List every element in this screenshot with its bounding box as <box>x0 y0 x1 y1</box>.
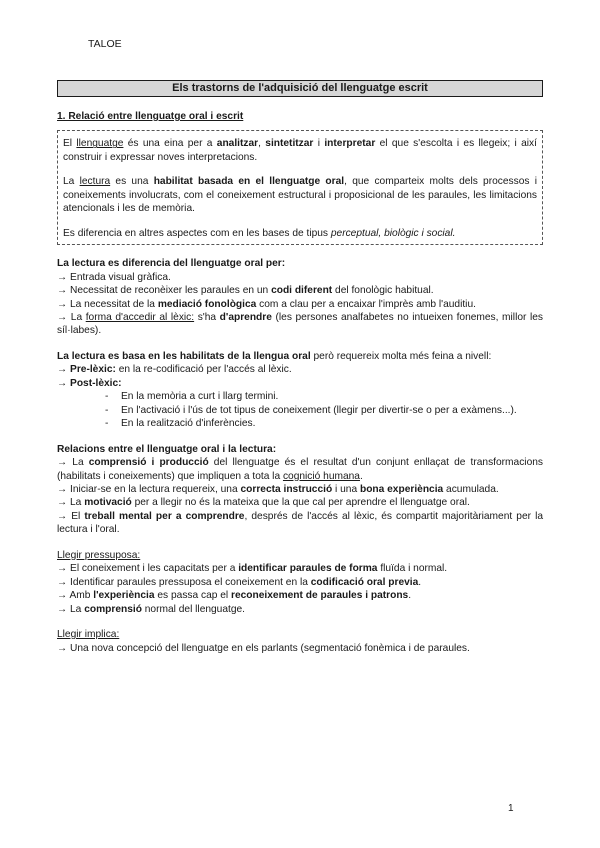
sub-list-item: - En la realització d'inferències. <box>105 417 543 430</box>
sub-list-item: - En l'activació i l'ús de tot tipus de coneixement (llegir per divertir-se o per a exàmens...). <box>105 404 543 417</box>
section-heading: 1. Relació entre llenguatge oral i escrit <box>57 111 244 122</box>
list-item: → Necessitat de reconèixer les paraules en un codi diferent del fonològic habitual. <box>57 285 434 297</box>
definition-llenguatge: El llenguatge és una eina per a analitzar, sintetitzar i interpretar el que s'escolta i es llegeix; i així construir i expressar noves interpretacions. <box>63 138 537 163</box>
block-heading: Relacions entre el llenguatge oral i la lectura: <box>57 443 277 455</box>
relations-block <box>57 443 543 537</box>
basis-block <box>57 350 543 431</box>
block-heading: La lectura es basa en les habilitats de la llengua oral però requereix molta més feina a nivell: <box>57 350 492 362</box>
sub-list <box>57 390 543 430</box>
list-item: → Pre-lèxic: en la re-codificació per l'accés al lèxic. <box>57 364 292 376</box>
definition-differences: Es diferencia en altres aspectes com en les bases de tipus perceptual, biològic i social. <box>63 227 456 239</box>
list-item: → Una nova concepció del llenguatge en els parlants (segmentació fonèmica i de paraules. <box>57 642 470 654</box>
list-item: → Amb l'experiència es passa cap el reconeixement de paraules i patrons. <box>57 590 412 602</box>
sub-list-item: - En la memòria a curt i llarg termini. <box>105 390 543 403</box>
list-item: → La necessitat de la mediació fonològica com a clau per a encaixar l'imprès amb l'auditiu. <box>57 298 476 310</box>
page-number: 1 <box>508 803 514 814</box>
list-item: → La comprensió i producció del llenguatge és el resultat d'un conjunt enllaçat de transformacions (habilitats i coneixements) que impliquen a tota la cognició humana. <box>57 457 543 482</box>
document-header-label: TALOE <box>88 38 122 50</box>
implies-block <box>57 628 543 655</box>
list-item: → La forma d'accedir al lèxic: s'ha d'aprendre (les persones analfabetes no intueixen fonemes, millor les síl·labes). <box>57 311 544 337</box>
list-item: → Iniciar-se en la lectura requereix, una correcta instrucció i una bona experiència acumulada. <box>57 483 499 495</box>
document-title: Els trastorns de l'adquisició del llenguatge escrit <box>57 80 543 97</box>
list-item: → La comprensió normal del llenguatge. <box>57 603 246 615</box>
presupposes-block <box>57 549 543 616</box>
block-heading: Llegir implica: <box>57 629 120 641</box>
block-heading: La lectura es diferencia del llenguatge oral per: <box>57 258 286 270</box>
list-item: → La motivació per a llegir no és la mateixa que la que cal per aprendre el llenguatge oral. <box>57 497 470 509</box>
list-item: → Entrada visual gràfica. <box>57 271 171 283</box>
list-item: → Identificar paraules pressuposa el coneixement en la codificació oral previa. <box>57 576 422 588</box>
list-item: → El coneixement i les capacitats per a identificar paraules de forma fluïda i normal. <box>57 563 448 575</box>
list-item: → El treball mental per a comprendre, després de l'accés al lèxic, és compartit majoritàriament per la lectura i l'oral. <box>57 510 543 536</box>
document-body <box>57 110 543 667</box>
block-heading: Llegir pressuposa: <box>57 549 141 561</box>
definition-box <box>57 130 543 245</box>
definition-lectura: La lectura es una habilitat basada en el llenguatge oral, que comparteix molts dels processos i coneixements involucrats, com el coneixement estructural i proposicional de les paraules, les limitacions atencionals i les de memòria. <box>63 176 538 215</box>
differences-block <box>57 257 543 338</box>
list-item: → Post-lèxic: <box>57 377 122 389</box>
